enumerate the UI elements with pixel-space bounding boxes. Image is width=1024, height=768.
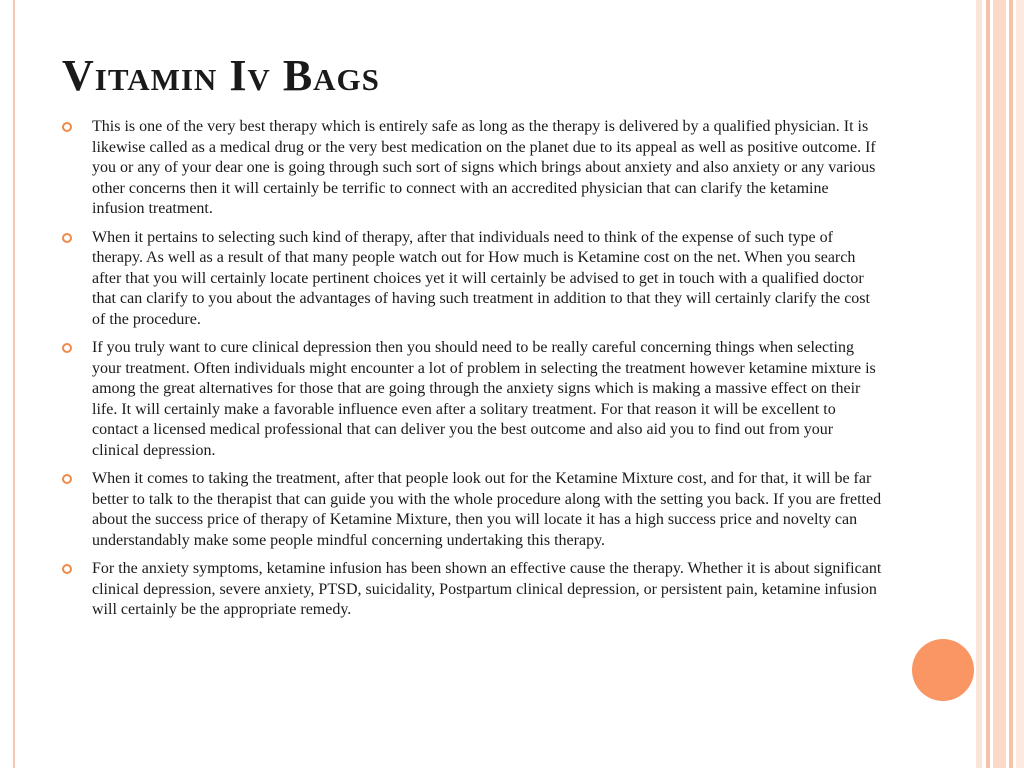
bullet-icon bbox=[62, 343, 72, 353]
bullet-item bbox=[62, 338, 882, 461]
bullet-text: If you truly want to cure clinical depression then you should need to be really careful concerning things when selecting your treatment. Often individuals might encounter a lot of problem in selecting the treatment however ketamine mixture is among the great alternatives for those that are going through the anxiety signs which is making a massive effect on their life. It will certainly make a favorable influence even after a solitary treatment. For that reason it will be excellent to contact a licensed medical professional that can deliver you the best outcome and also aid you to find out from your clinical depression. bbox=[92, 339, 876, 459]
bullet-text: This is one of the very best therapy which is entirely safe as long as the therapy is delivered by a qualified physician. It is likewise called as a medical drug or the very best medication on the planet due to its appeal as well as positive outcome. If you or any of your dear one is going through such sort of signs which brings about anxiety and also anxiety or any various other concerns then it will certainly be terrific to connect with an accredited physician that can clarify the ketamine infusion treatment. bbox=[92, 118, 876, 217]
bullet-icon bbox=[62, 233, 72, 243]
right-stripe bbox=[986, 0, 990, 768]
bullet-icon bbox=[62, 122, 72, 132]
bullet-item bbox=[62, 559, 882, 621]
bullet-item bbox=[62, 228, 882, 331]
bullet-text: For the anxiety symptoms, ketamine infusion has been shown an effective cause the therapy. Whether it is about significant clinical depression, severe anxiety, PTSD, suicidality, Postpartum clinical depression, or persistent pain, ketamine infusion will certainly be the appropriate remedy. bbox=[92, 560, 882, 618]
bullet-icon bbox=[62, 564, 72, 574]
left-border-line bbox=[13, 0, 15, 768]
bullet-item bbox=[62, 469, 882, 551]
slide-title: Vitamin Iv Bags bbox=[62, 51, 380, 100]
bullet-text: When it comes to taking the treatment, after that people look out for the Ketamine Mixture cost, and for that, it will be far better to talk to the therapist that can guide you with the whole procedure along with the setting you back. If you are fretted about the success price of therapy of Ketamine Mixture, then you will locate it has a high success price and novelty can understandably make some people mindful concerning undertaking this therapy. bbox=[92, 470, 882, 549]
right-stripe bbox=[1016, 0, 1024, 768]
decorative-circle bbox=[912, 639, 974, 701]
right-stripe bbox=[993, 0, 1006, 768]
bullet-text: When it pertains to selecting such kind of therapy, after that individuals need to think of the expense of such type of therapy. As well as a result of that many people watch out for How much is Ketamine cost on the net. When you search after that you will certainly locate pertinent choices yet it will certainly be advised to get in touch with a qualified doctor that can clarify to you about the advantages of having such treatment in addition to that they will certainly clarify the cost of the procedure. bbox=[92, 228, 870, 328]
bullet-icon bbox=[62, 474, 72, 484]
bullet-list bbox=[62, 117, 882, 629]
right-stripe bbox=[976, 0, 982, 768]
bullet-item bbox=[62, 117, 882, 220]
right-stripe bbox=[1009, 0, 1013, 768]
